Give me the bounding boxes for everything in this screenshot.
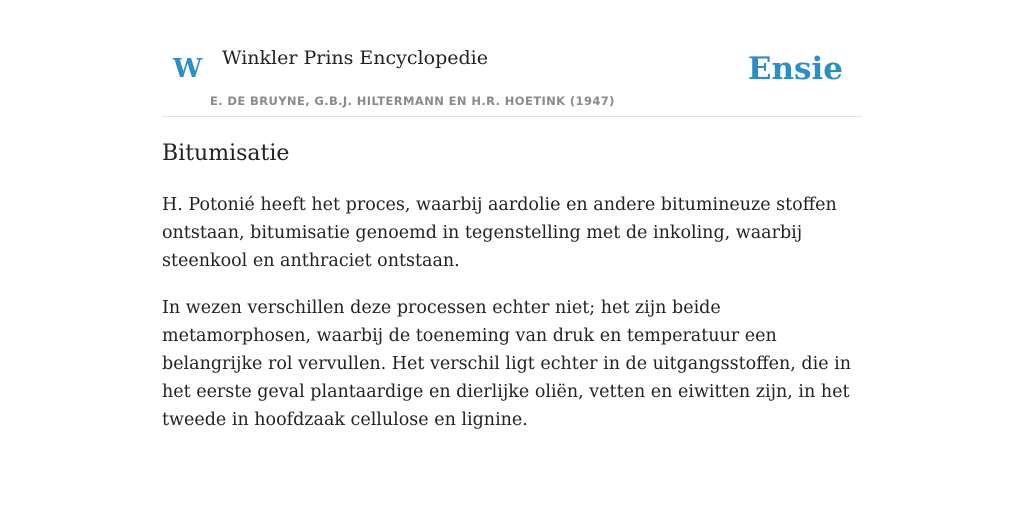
article-title: Bitumisatie <box>162 141 290 166</box>
page-header <box>162 0 862 117</box>
article-paragraph: In wezen verschillen deze processen echter niet; het zijn beide metamorphosen, waarbij de toeneming van druk en temperatuur een belangrijke rol vervullen. Het verschil ligt echter in de uitgangsstoffen, die in het eerste geval plantaardige en dierlijke oliën, vetten en eiwitten zijn, in het tweede in hoofdzaak cellulose en lignine. <box>162 298 851 430</box>
encyclopedia-title[interactable]: Winkler Prins Encyclopedie <box>222 47 488 69</box>
ensie-brand-logo[interactable]: Ensie <box>747 51 843 87</box>
article-paragraph: H. Potonié heeft het proces, waarbij aardolie en andere bitumineuze stoffen ontstaan, bitumisatie genoemd in tegenstelling met de inkoling, waarbij steenkool en anthraciet ontstaan. <box>162 195 837 271</box>
encyclopedia-logo-icon[interactable]: W <box>173 54 203 84</box>
article <box>162 138 862 453</box>
encyclopedia-authors: E. DE BRUYNE, G.B.J. HILTERMANN EN H.R. HOETINK (1947) <box>210 94 615 108</box>
